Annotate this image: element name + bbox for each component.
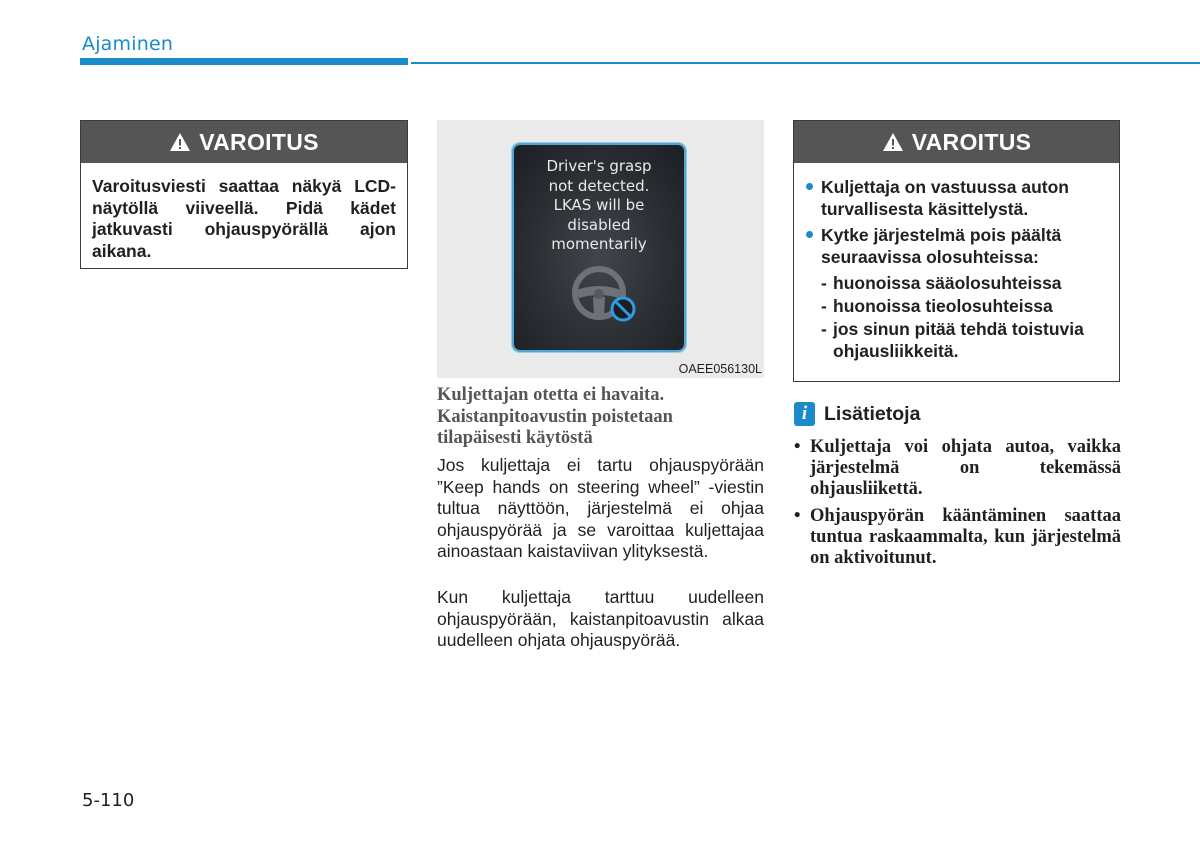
cluster-display bbox=[514, 145, 684, 350]
cluster-message bbox=[514, 157, 684, 255]
figure-caption bbox=[437, 385, 767, 450]
warning-header bbox=[794, 121, 1119, 163]
warning-triangle-icon bbox=[169, 132, 191, 152]
cluster-message-line: disabled bbox=[567, 215, 631, 234]
info-header bbox=[794, 402, 920, 426]
warning-item: Kuljettaja on vastuussa auton turvallisesta käsittelystä. bbox=[806, 176, 1109, 220]
warning-title: VAROITUS bbox=[911, 128, 1032, 155]
header-rule-thin bbox=[411, 62, 1200, 64]
steering-wheel-disabled-icon bbox=[569, 263, 641, 327]
cluster-message-line: LKAS will be bbox=[553, 196, 645, 214]
section-title: Ajaminen bbox=[82, 33, 174, 55]
caption-line: Kaistanpitoavustin poistetaan bbox=[437, 406, 673, 427]
caption-line: Kuljettajan otetta ei havaita. bbox=[437, 385, 665, 405]
warning-subitem-text: huonoissa sääolosuhteissa bbox=[833, 273, 1062, 293]
warning-list bbox=[794, 163, 1119, 373]
info-title: Lisätietoja bbox=[824, 402, 921, 425]
body-paragraph-2: Kun kuljettaja tarttuu uudelleen ohjauspyörään, kaistanpitoavustin alkaa uudelleen ohjata ohjauspyörää. bbox=[437, 587, 764, 650]
caption-line: tilapäisesti käytöstä bbox=[437, 428, 593, 448]
warning-subitem-text: huonoissa tieolosuhteissa bbox=[833, 296, 1053, 316]
warning-text: Varoitusviesti saattaa näkyä LCD-näytöllä viiveellä. Pidä kädet jatkuvasti ohjauspyörällä ajon aikana. bbox=[92, 176, 396, 261]
cluster-message-line: momentarily bbox=[551, 235, 647, 253]
warning-subitem-text: jos sinun pitää tehdä toistuvia ohjausliikkeitä. bbox=[833, 319, 1084, 361]
info-item: • Kuljettaja voi ohjata autoa, vaikka järjestelmä on tekemässä ohjausliikettä. bbox=[794, 437, 1121, 500]
figure-code: OAEE056130L bbox=[678, 362, 762, 376]
warning-item: Kytke järjestelmä pois päältä seuraavissa olosuhteissa: bbox=[806, 224, 1109, 268]
cluster-message-line: not detected. bbox=[548, 176, 650, 195]
header-rule-thick bbox=[80, 58, 408, 65]
cluster-figure bbox=[437, 120, 764, 378]
warning-header bbox=[81, 121, 407, 163]
info-item: • Ohjauspyörän kääntäminen saattaa tuntua raskaammalta, kun järjestelmä on aktivoitunut. bbox=[794, 506, 1121, 569]
warning-title: VAROITUS bbox=[199, 128, 319, 155]
body-paragraph-1: Jos kuljettaja ei tartu ohjauspyörään ”Keep hands on steering wheel” -viestin tultua näyttöön, järjestelmä ei ohjaa ohjauspyörää ja se varoittaa kuljettajaa ainoastaan kaistaviivan ylityksestä. bbox=[437, 455, 764, 561]
warning-subitem: - huonoissa sääolosuhteissa bbox=[821, 273, 1062, 293]
warning-box-left bbox=[80, 120, 408, 269]
page-number: 5-110 bbox=[82, 790, 135, 811]
warning-triangle-icon bbox=[882, 132, 904, 152]
cluster-message-line: Driver's grasp bbox=[546, 157, 652, 175]
warning-subitem: - jos sinun pitää tehdä toistuvia ohjausliikkeitä. bbox=[821, 319, 1084, 361]
warning-box-right bbox=[793, 120, 1120, 382]
info-icon: i bbox=[794, 402, 815, 426]
info-list bbox=[794, 437, 1121, 575]
warning-subitem: - huonoissa tieolosuhteissa bbox=[821, 296, 1053, 316]
